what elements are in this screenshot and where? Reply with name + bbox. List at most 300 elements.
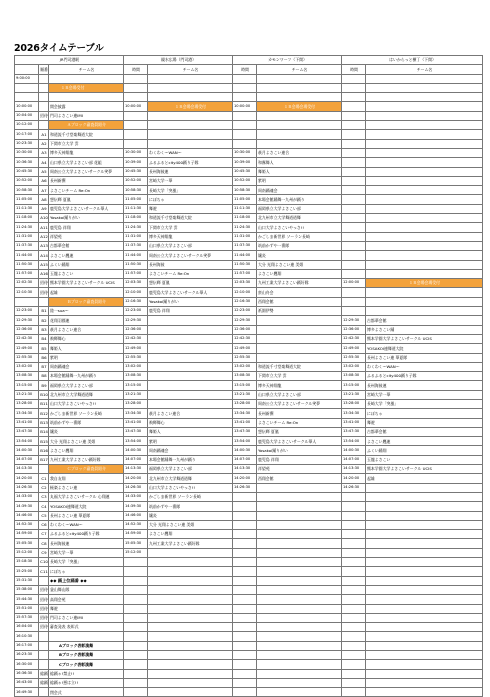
table-row <box>15 297 483 306</box>
team-cell <box>257 567 342 576</box>
time-cell: 14:46:00 <box>124 511 148 520</box>
time-cell: 13:08:30 <box>15 372 39 381</box>
time-cell <box>342 558 366 567</box>
time-cell: 16:43:00 <box>15 678 39 687</box>
team-cell: よさこい鷹連 <box>366 437 483 446</box>
order-cell: A13 <box>39 241 49 250</box>
time-cell: 15:18:30 <box>15 558 39 567</box>
team-cell <box>366 604 483 613</box>
team-cell <box>366 660 483 669</box>
order-cell: B17 <box>39 455 49 464</box>
time-cell <box>342 130 366 139</box>
order-cell: A2 <box>39 139 49 148</box>
order-cell: B12 <box>39 409 49 418</box>
time-cell <box>124 623 148 632</box>
team-cell: 想伝輝 夏嵐 <box>148 279 233 288</box>
table-row <box>15 93 483 102</box>
time-cell: 10:17:00 <box>15 130 39 139</box>
time-cell <box>233 74 257 83</box>
order-cell: A12 <box>39 232 49 241</box>
team-cell: 審査発表 表彰式 <box>49 623 124 632</box>
stage-header: カモンワーフ（下関） <box>233 56 342 65</box>
column-header: 時間 <box>342 65 366 74</box>
team-cell <box>366 241 483 250</box>
time-cell <box>233 632 257 641</box>
team-cell <box>366 260 483 269</box>
time-cell <box>342 288 366 297</box>
team-cell <box>366 623 483 632</box>
team-cell: 総踊ゃ!悪は立!! <box>49 678 124 687</box>
team-cell <box>257 678 342 687</box>
team-cell: 鹿児島 祥翔 <box>257 455 342 464</box>
column-header-row <box>15 65 483 74</box>
time-cell: 15:44:30 <box>15 595 39 604</box>
team-cell: 山口県立大学よさこい部 <box>148 241 233 250</box>
table-row <box>15 660 483 669</box>
time-cell: 14:59:00 <box>124 530 148 539</box>
time-cell: 16:10:30 <box>15 632 39 641</box>
team-cell: １Ｒ会場受付 <box>49 83 124 92</box>
team-cell: 紫明 <box>148 437 233 446</box>
table-row <box>15 74 483 83</box>
order-cell: B11 <box>39 399 49 408</box>
team-cell <box>49 632 124 641</box>
team-cell <box>257 623 342 632</box>
team-cell <box>366 641 483 650</box>
team-cell: 九州工業大学よさこい踊好隊 <box>49 455 124 464</box>
team-cell <box>148 651 233 660</box>
team-cell: 長州新撰 <box>49 176 124 185</box>
team-cell: 萩月よさこい連合 <box>148 409 233 418</box>
table-row <box>15 558 483 567</box>
order-cell: B14 <box>39 427 49 436</box>
team-cell <box>366 520 483 529</box>
time-cell: 14:20:00 <box>124 474 148 483</box>
team-cell: 嬢炎 <box>148 511 233 520</box>
order-cell: 総踊 <box>39 669 49 678</box>
column-header: チーム名 <box>366 65 483 74</box>
time-cell: 14:20:00 <box>342 474 366 483</box>
order-cell: A16 <box>39 269 49 278</box>
time-cell: 11:31:00 <box>15 232 39 241</box>
table-row <box>15 437 483 446</box>
time-cell <box>233 502 257 511</box>
team-cell: Yosakoi踊りがい <box>257 446 342 455</box>
team-cell: 舞姫人 <box>257 167 342 176</box>
team-cell: 周南公立大学よさこいサークル笑夢 <box>148 251 233 260</box>
time-cell: 12:02:30 <box>15 279 39 288</box>
order-cell <box>39 102 49 111</box>
time-cell: 13:28:00 <box>342 399 366 408</box>
team-cell <box>148 613 233 622</box>
team-cell <box>148 660 233 669</box>
time-cell <box>342 93 366 102</box>
team-cell: 祇園伊勢 <box>257 307 342 316</box>
team-cell <box>257 325 342 334</box>
time-cell: 12:03:30 <box>233 279 257 288</box>
time-cell <box>233 660 257 669</box>
time-cell <box>233 121 257 130</box>
team-cell: 飛輝舞心 <box>148 418 233 427</box>
time-cell: 11:11:30 <box>15 204 39 213</box>
time-cell <box>342 585 366 594</box>
time-cell: 10:58:30 <box>124 186 148 195</box>
time-cell <box>15 83 39 92</box>
time-cell: 11:31:00 <box>233 232 257 241</box>
time-cell <box>233 539 257 548</box>
time-cell: 10:04:00 <box>15 111 39 120</box>
team-cell: 福岡県立大学よさこい部 <box>257 204 342 213</box>
time-cell <box>342 678 366 687</box>
time-cell: 14:52:30 <box>15 520 39 529</box>
column-header: 時間 <box>124 65 148 74</box>
team-cell <box>366 585 483 594</box>
table-row <box>15 232 483 241</box>
team-cell: 舞遊 <box>366 418 483 427</box>
time-cell <box>124 93 148 102</box>
time-cell <box>233 492 257 501</box>
time-cell <box>233 520 257 529</box>
time-cell: 14:13:30 <box>342 465 366 474</box>
time-cell <box>342 251 366 260</box>
team-cell <box>366 111 483 120</box>
team-cell: 和道流千寸堂楽舞道大院 <box>49 130 124 139</box>
time-cell <box>233 83 257 92</box>
team-cell <box>257 613 342 622</box>
team-cell: 蛮山舟会 <box>257 288 342 297</box>
time-cell: 13:54:00 <box>342 437 366 446</box>
team-cell: 周南踊魂会 <box>257 186 342 195</box>
time-cell: 13:15:00 <box>15 381 39 390</box>
time-cell <box>342 241 366 250</box>
order-cell: B10 <box>39 390 49 399</box>
time-cell: 12:42:30 <box>342 334 366 343</box>
team-cell <box>257 530 342 539</box>
column-header: チーム名 <box>49 65 124 74</box>
time-cell: 14:13:30 <box>15 465 39 474</box>
team-cell: にぽちゃ <box>366 409 483 418</box>
order-cell: C1 <box>39 474 49 483</box>
table-row <box>15 214 483 223</box>
time-cell: 12:23:00 <box>15 307 39 316</box>
time-cell: 12:29:30 <box>15 316 39 325</box>
team-cell <box>366 502 483 511</box>
table-row <box>15 204 483 213</box>
time-cell: 15:25:00 <box>15 567 39 576</box>
team-cell: 長州新撰 <box>257 409 342 418</box>
table-row <box>15 548 483 557</box>
team-cell <box>148 623 233 632</box>
team-cell <box>366 223 483 232</box>
time-cell <box>233 669 257 678</box>
team-cell: 玉龍よさこい <box>366 455 483 464</box>
time-cell: 14:33:00 <box>124 492 148 501</box>
table-row <box>15 567 483 576</box>
team-cell: 熊本学園大学よさこいサークル UCIS <box>49 279 124 288</box>
time-cell: 10:45:30 <box>15 167 39 176</box>
team-cell <box>257 502 342 511</box>
time-cell: 15:05:30 <box>124 539 148 548</box>
time-cell: 15:38:00 <box>15 585 39 594</box>
team-cell: YOSAKOI連舞道大院 <box>49 502 124 511</box>
team-cell: 鹿児島 祥翔 <box>49 223 124 232</box>
order-cell: C8 <box>39 539 49 548</box>
time-cell: 10:00:00 <box>233 102 257 111</box>
time-cell: 12:49:00 <box>233 344 257 353</box>
table-row <box>15 492 483 501</box>
table-row <box>15 176 483 185</box>
time-cell <box>233 585 257 594</box>
team-cell <box>148 399 233 408</box>
order-cell <box>39 74 49 83</box>
order-cell: B1 <box>39 307 49 316</box>
team-cell <box>366 251 483 260</box>
order-cell: C6 <box>39 520 49 529</box>
time-cell: 11:18:00 <box>233 214 257 223</box>
team-cell: 古都華会館 <box>49 241 124 250</box>
time-cell: 12:42:30 <box>233 334 257 343</box>
time-cell: 10:36:30 <box>15 158 39 167</box>
table-row <box>15 511 483 520</box>
team-cell: 筑前かずや一番隊 <box>148 502 233 511</box>
time-cell <box>124 651 148 660</box>
order-cell: C4 <box>39 502 49 511</box>
stage-header: JR門司港駅 <box>15 56 124 65</box>
team-cell: ふくい踊翔 <box>49 260 124 269</box>
team-cell: ふるふるとcity400踊り子隊 <box>49 530 124 539</box>
team-cell: 門司よさこい連IMI <box>49 613 124 622</box>
team-cell <box>148 353 233 362</box>
time-cell: 13:54:00 <box>124 437 148 446</box>
team-cell <box>257 130 342 139</box>
time-cell: 16:17:00 <box>15 641 39 650</box>
team-cell <box>366 567 483 576</box>
team-cell <box>366 651 483 660</box>
table-row <box>15 613 483 622</box>
table-row <box>15 372 483 381</box>
time-cell: 12:29:30 <box>124 316 148 325</box>
time-cell: 13:15:00 <box>233 381 257 390</box>
time-cell <box>233 567 257 576</box>
order-cell: A4 <box>39 158 49 167</box>
table-row <box>15 158 483 167</box>
time-cell <box>342 511 366 520</box>
team-cell: Yosakoi踊りがい <box>148 297 233 306</box>
time-cell: 13:21:30 <box>15 390 39 399</box>
team-cell <box>366 186 483 195</box>
time-cell: 12:16:30 <box>233 297 257 306</box>
time-cell <box>233 130 257 139</box>
team-cell: ふるふるとcity400踊り子隊 <box>366 372 483 381</box>
table-row <box>15 418 483 427</box>
table-row <box>15 390 483 399</box>
team-cell: 紫明 <box>49 353 124 362</box>
team-cell: 高翔会苑 <box>49 595 124 604</box>
team-cell: 起雄 <box>49 288 124 297</box>
team-cell <box>148 334 233 343</box>
time-cell <box>342 186 366 195</box>
team-cell <box>148 316 233 325</box>
time-cell: 12:49:00 <box>15 344 39 353</box>
time-cell <box>342 502 366 511</box>
time-cell <box>342 492 366 501</box>
time-cell <box>233 111 257 120</box>
time-cell <box>124 130 148 139</box>
time-cell: 12:42:30 <box>124 334 148 343</box>
order-cell: A9 <box>39 204 49 213</box>
team-cell: 花翔羽郡連 <box>49 316 124 325</box>
time-cell: 12:42:30 <box>15 334 39 343</box>
time-cell: 11:37:30 <box>233 241 257 250</box>
order-cell <box>39 83 49 92</box>
team-cell: かごしま新世界 ソーラン長崎 <box>148 492 233 501</box>
team-cell <box>257 576 342 585</box>
team-cell <box>148 344 233 353</box>
team-cell: 閉会式 <box>49 688 124 697</box>
team-cell <box>257 344 342 353</box>
team-cell <box>257 520 342 529</box>
order-cell: 招待 <box>39 613 49 622</box>
team-cell: 我自友翔 <box>49 474 124 483</box>
time-cell <box>342 204 366 213</box>
team-cell: 和道流千寸堂楽舞道大院 <box>257 362 342 371</box>
time-cell <box>342 613 366 622</box>
team-cell <box>148 604 233 613</box>
time-cell: 13:21:30 <box>233 390 257 399</box>
time-cell <box>124 111 148 120</box>
page-title: 2026タイムテーブル <box>14 43 104 54</box>
team-cell <box>366 595 483 604</box>
team-cell <box>257 669 342 678</box>
team-cell: 周南公立大学よさこいサークル笑夢 <box>49 167 124 176</box>
time-cell: 11:24:30 <box>233 223 257 232</box>
time-cell: 14:26:30 <box>124 483 148 492</box>
time-cell: 11:50:30 <box>233 260 257 269</box>
team-cell: 和道流千寸堂楽舞道大院 <box>148 214 233 223</box>
table-row <box>15 669 483 678</box>
time-cell: 10:39:00 <box>233 158 257 167</box>
team-cell: 本場会館踊舞一九州が踊り <box>49 372 124 381</box>
team-cell <box>148 567 233 576</box>
team-cell: 下関市立大学 雲 <box>148 223 233 232</box>
team-cell: 熊本学園大学よさこいサークル UCIS <box>366 465 483 474</box>
team-cell: Aブロック表彰演舞 <box>49 641 124 650</box>
table-row <box>15 483 483 492</box>
table-row <box>15 530 483 539</box>
time-cell <box>342 232 366 241</box>
team-cell: かごしま新世界 ソーラン長崎 <box>257 232 342 241</box>
table-row <box>15 381 483 390</box>
time-cell <box>233 613 257 622</box>
team-cell <box>366 632 483 641</box>
team-cell <box>148 632 233 641</box>
time-cell: 10:58:30 <box>233 186 257 195</box>
time-cell <box>124 585 148 594</box>
time-cell: 15:51:00 <box>15 604 39 613</box>
team-cell <box>257 604 342 613</box>
team-cell <box>366 204 483 213</box>
team-cell <box>366 297 483 306</box>
table-row <box>15 260 483 269</box>
team-cell <box>366 613 483 622</box>
time-cell: 16:04:00 <box>15 623 39 632</box>
team-cell: 博多よさこい踊 <box>366 325 483 334</box>
table-row <box>15 325 483 334</box>
table-row <box>15 520 483 529</box>
team-cell <box>148 669 233 678</box>
team-cell: 鹿児島大学よさこいサークル華人 <box>148 288 233 297</box>
time-cell: 12:55:30 <box>342 353 366 362</box>
team-cell <box>366 232 483 241</box>
time-cell: 13:34:30 <box>233 409 257 418</box>
order-cell: B7 <box>39 362 49 371</box>
time-cell: 11:57:00 <box>124 269 148 278</box>
time-cell: 12:36:00 <box>15 325 39 334</box>
team-cell: よさこいチーム Re:On <box>148 269 233 278</box>
time-cell <box>233 623 257 632</box>
team-cell: Cブロック表彰演舞 <box>49 660 124 669</box>
time-cell: 12:10:00 <box>124 288 148 297</box>
order-cell: A3 <box>39 148 49 157</box>
team-cell: 西翔会館 <box>257 297 342 306</box>
team-cell: 鹿児島 祥翔 <box>148 307 233 316</box>
team-cell <box>148 362 233 371</box>
time-cell <box>342 530 366 539</box>
time-cell <box>124 74 148 83</box>
team-cell: 山口県立大学よさこい部 <box>257 390 342 399</box>
time-cell: 11:37:30 <box>124 241 148 250</box>
team-cell <box>257 483 342 492</box>
order-cell: 招待 <box>39 279 49 288</box>
team-cell: Bブロック表彰演舞 <box>49 651 124 660</box>
team-cell: 博多天神翔龍 <box>148 232 233 241</box>
table-row <box>15 344 483 353</box>
time-cell: 14:59:00 <box>15 530 39 539</box>
time-cell: 11:44:00 <box>124 251 148 260</box>
team-cell <box>366 492 483 501</box>
team-cell <box>366 195 483 204</box>
table-row <box>15 307 483 316</box>
team-cell <box>257 121 342 130</box>
time-cell: 16:49:30 <box>15 688 39 697</box>
table-row <box>15 576 483 585</box>
team-cell: 門司よさこい連IMI <box>49 111 124 120</box>
time-cell <box>233 530 257 539</box>
team-cell: 周南公立大学よさこいサークル笑夢 <box>257 399 342 408</box>
time-cell: 12:29:30 <box>342 316 366 325</box>
order-cell: C5 <box>39 511 49 520</box>
team-cell <box>366 158 483 167</box>
team-cell: 筑前かずや一番隊 <box>49 418 124 427</box>
table-row <box>15 604 483 613</box>
team-cell <box>148 585 233 594</box>
table-row <box>15 102 483 111</box>
team-cell <box>366 74 483 83</box>
team-cell <box>366 678 483 687</box>
column-header <box>15 65 39 74</box>
order-cell: B13 <box>39 418 49 427</box>
team-cell: かごしま新世界 ソーラン長崎 <box>49 409 124 418</box>
team-cell: 極楽よさこい連 <box>49 483 124 492</box>
time-cell <box>124 678 148 687</box>
time-cell <box>124 595 148 604</box>
team-cell: 丸福大学よさこいサークル 心翔連 <box>49 492 124 501</box>
time-cell <box>124 567 148 576</box>
order-cell: C10 <box>39 558 49 567</box>
table-row <box>15 167 483 176</box>
time-cell <box>342 111 366 120</box>
team-cell: 萩月よさこい連合 <box>49 325 124 334</box>
